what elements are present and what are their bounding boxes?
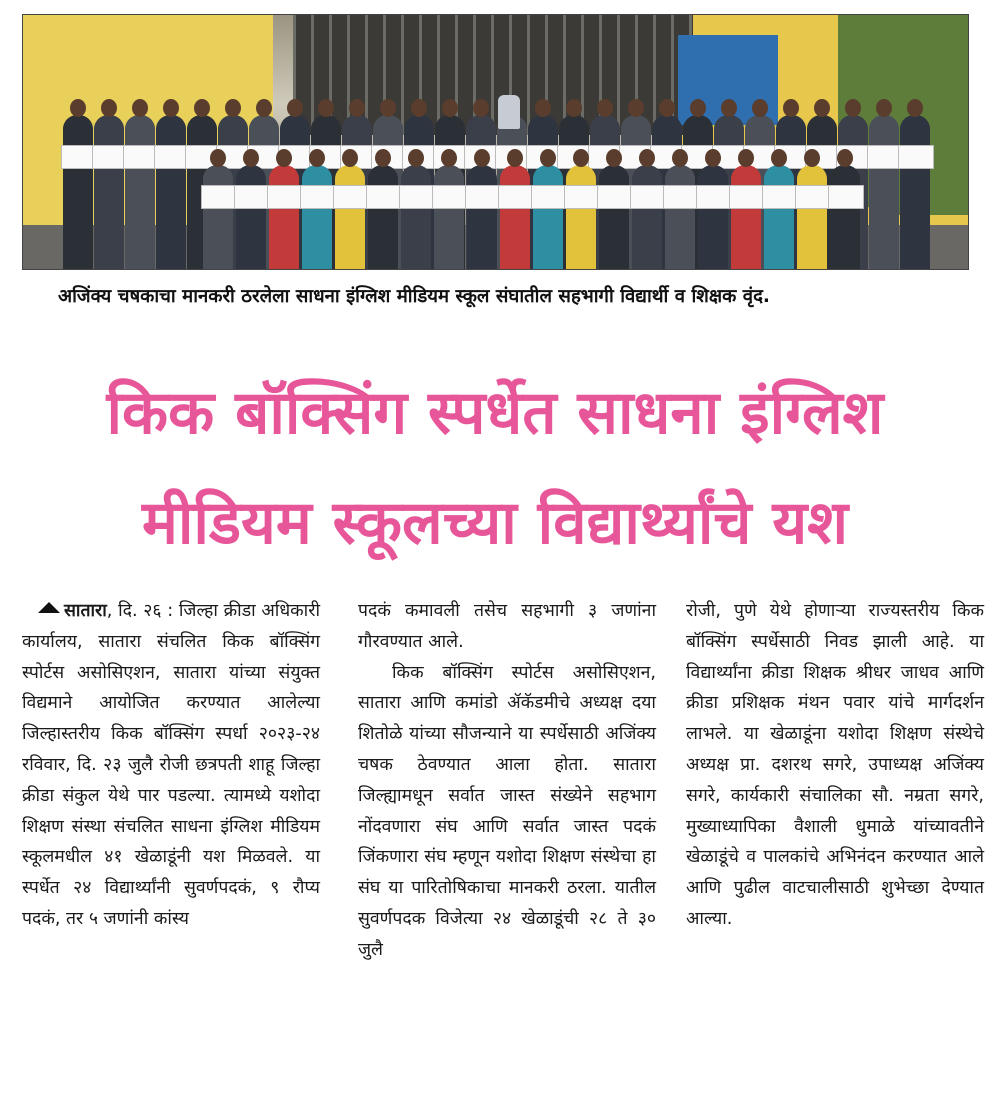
photo-certificate [498, 185, 534, 209]
photo-student [203, 165, 233, 270]
photo-student [698, 165, 728, 270]
photo-student [830, 165, 860, 270]
article-body [22, 596, 984, 1096]
photo-student [236, 165, 266, 270]
article-paragraph: पदकं कमावली तसेच सहभागी ३ जणांना गौरवण्यात आले. [358, 601, 656, 652]
photo-certificate [333, 185, 369, 209]
photo-student [797, 165, 827, 270]
photo-certificate [267, 185, 303, 209]
photo-certificate [531, 185, 567, 209]
photo-student [599, 165, 629, 270]
photo-certificate [828, 185, 864, 209]
photo-student [665, 165, 695, 270]
article-column-3 [686, 596, 984, 1096]
photo-student [869, 115, 899, 270]
photo-student [401, 165, 431, 270]
photo-student [632, 165, 662, 270]
photo-certificate [399, 185, 435, 209]
photo-certificate [564, 185, 600, 209]
photo-certificate [898, 145, 934, 169]
photo-students [53, 85, 943, 270]
photo-certificate [201, 185, 237, 209]
photo-student [335, 165, 365, 270]
article-paragraph: रोजी, पुणे येथे होणाऱ्या राज्यस्तरीय किक बॉक्सिंग स्पर्धेसाठी निवड झाली आहे. या विद्यार्थ्यांना क्रीडा शिक्षक श्रीधर जाधव आणि क्रीडा प्रशिक्षक मंथन पवार यांचे मार्गदर्शन लाभले. या खेळाडूंना यशोदा शिक्षण संस्थेचे अध्यक्ष प्रा. दशरथ सगरे, उपाध्यक्ष अजिंक्य सगरे, कार्यकारी संचालिका सौ. नम्रता सगरे, मुख्याध्यापिका वैशाली धुमाळे यांच्यावतीने खेळाडूंचे व पालकांचे अभिनंदन करण्यात आले आणि पुढील वाटचालीसाठी शुभेच्छा देण्यात आल्या. [686, 601, 984, 929]
trophy-icon [498, 95, 520, 129]
photo-student [533, 165, 563, 270]
photo-certificate [234, 185, 270, 209]
photo-certificate [366, 185, 402, 209]
group-photo [22, 14, 969, 270]
headline [10, 358, 980, 578]
dateline-triangle-icon [38, 602, 60, 613]
photo-certificate [663, 185, 699, 209]
photo-student [368, 165, 398, 270]
article-column-1 [22, 596, 320, 1096]
photo-certificate [597, 185, 633, 209]
photo-student [467, 165, 497, 270]
headline-line-2: मीडियम स्कूलच्या विद्यार्थ्यांचे यश [141, 488, 849, 558]
photo-certificate [696, 185, 732, 209]
photo-student [125, 115, 155, 270]
photo-student [156, 115, 186, 270]
article-paragraph: किक बॉक्सिंग स्पोर्टस असोसिएशन, सातारा आणि कमांडो ॲकॅडमीचे अध्यक्ष दया शितोळे यांच्या सौजन्याने या स्पर्धेसाठी अजिंक्य चषक ठेवण्यात आला होता. सातारा जिल्ह्यामधून सर्वात जास्त संख्येने सहभाग नोंदवणारा संघ आणि सर्वात जास्त पदकं जिंकणारा संघ म्हणून यशोदा शिक्षण संस्थेचा हा संघ या पारितोषिकाचा मानकरी ठरला. यातील सुवर्णपदक विजेत्या २४ खेळाडूंची २८ ते ३० जुलै [358, 662, 656, 960]
dateline-place: सातारा [64, 601, 107, 621]
photo-student [434, 165, 464, 270]
photo-certificate [432, 185, 468, 209]
photo-certificate [465, 185, 501, 209]
photo-certificate [729, 185, 765, 209]
photo-student [731, 165, 761, 270]
photo-student [900, 115, 930, 270]
photo-certificate [630, 185, 666, 209]
photo-certificate [795, 185, 831, 209]
photo-student [500, 165, 530, 270]
article-column-2 [358, 596, 656, 1096]
photo-student [63, 115, 93, 270]
photo-student [566, 165, 596, 270]
photo-certificate [300, 185, 336, 209]
photo-student [302, 165, 332, 270]
photo-caption: अजिंक्य चषकाचा मानकरी ठरलेला साधना इंग्लिश मीडियम स्कूल संघातील सहभागी विद्यार्थी व शिक्षक वृंद. [58, 286, 770, 307]
photo-certificate [762, 185, 798, 209]
photo-student [94, 115, 124, 270]
photo-student [764, 165, 794, 270]
article-paragraph: , दि. २६ : जिल्हा क्रीडा अधिकारी कार्यालय, सातारा संचलित किक बॉक्सिंग स्पोर्टस असोसिएशन, सातारा यांच्या संयुक्त विद्यमाने आयोजित करण्यात आलेल्या जिल्हास्तरीय किक बॉक्सिंग स्पर्धा २०२३-२४ रविवार, दि. २३ जुलै रोजी छत्रपती शाहू जिल्हा क्रीडा संकुल येथे पार पडल्या. त्यामध्ये यशोदा शिक्षण संस्था संचलित साधना इंग्लिश मीडियम स्कूलमधील ४१ खेळाडूंनी यश मिळवले. या स्पर्धेत २४ विद्यार्थ्यांनी सुवर्णपदकं, ९ रौप्य पदकं, तर ५ जणांनी कांस्य [22, 601, 320, 929]
photo-student [269, 165, 299, 270]
headline-line-1: किक बॉक्सिंग स्पर्धेत साधना इंग्लिश [106, 378, 884, 448]
